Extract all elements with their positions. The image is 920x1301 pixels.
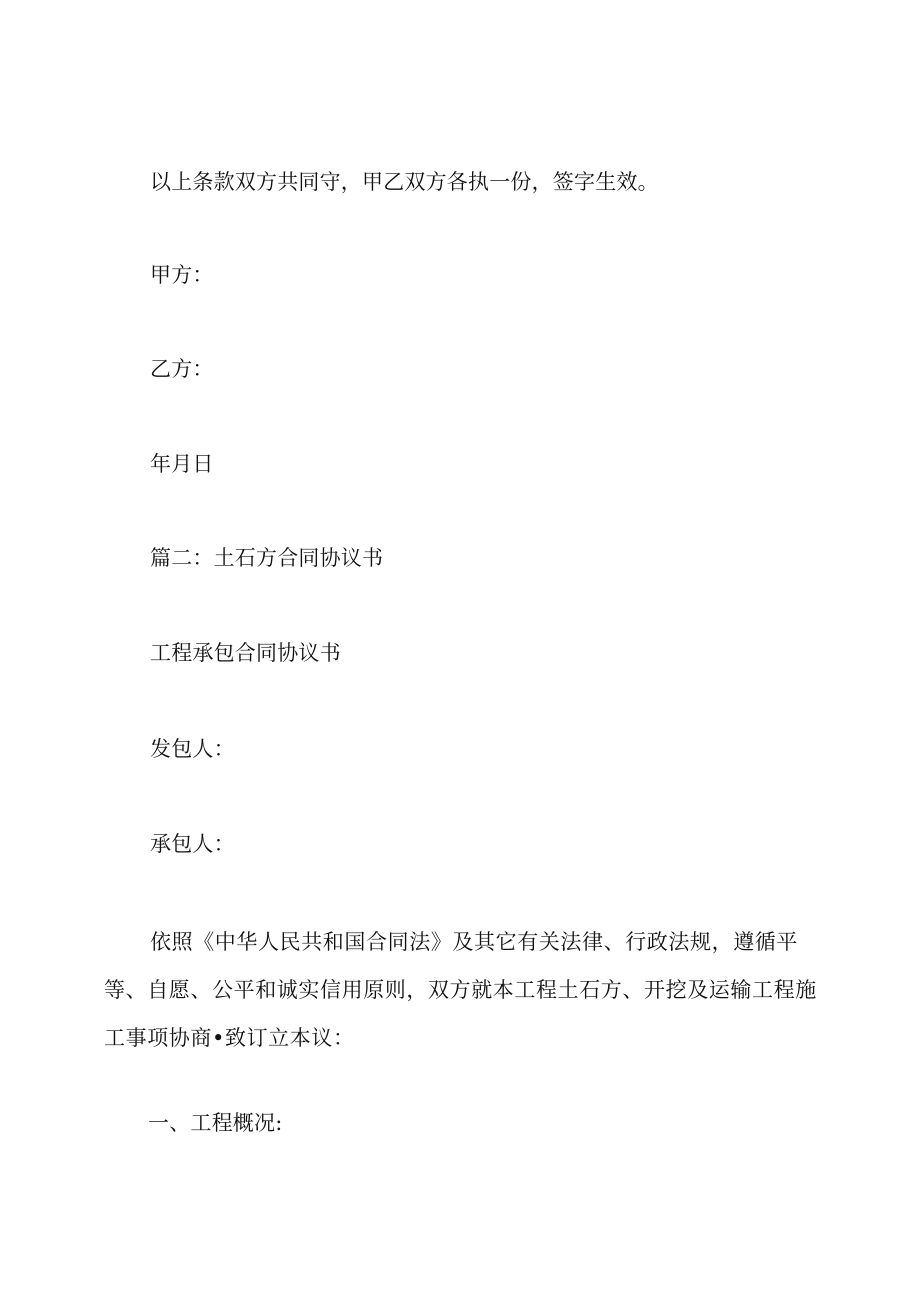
- contractor-label: 承包人：: [150, 832, 235, 856]
- section-heading: 一、工程概况:: [148, 1111, 283, 1135]
- chapter-title: 篇二：土石方合同协议书: [150, 546, 384, 570]
- party-a-label: 甲方：: [150, 263, 214, 287]
- date-label: 年月日: [150, 452, 214, 476]
- employer-label: 发包人：: [150, 737, 235, 761]
- closing-clause: 以上条款双方共同守，甲乙双方各执一份，签字生效。: [150, 170, 659, 194]
- contract-title: 工程承包合同协议书: [150, 641, 341, 665]
- party-b-label: 乙方：: [150, 357, 214, 381]
- contract-preamble: 依照《中华人民共和国合同法》及其它有关法律、行政法规，遵循平等、自愿、公平和诚实信用原则，双方就本工程土石方、开挖及运输工程施工事项协商•致订立本议：: [104, 930, 817, 1050]
